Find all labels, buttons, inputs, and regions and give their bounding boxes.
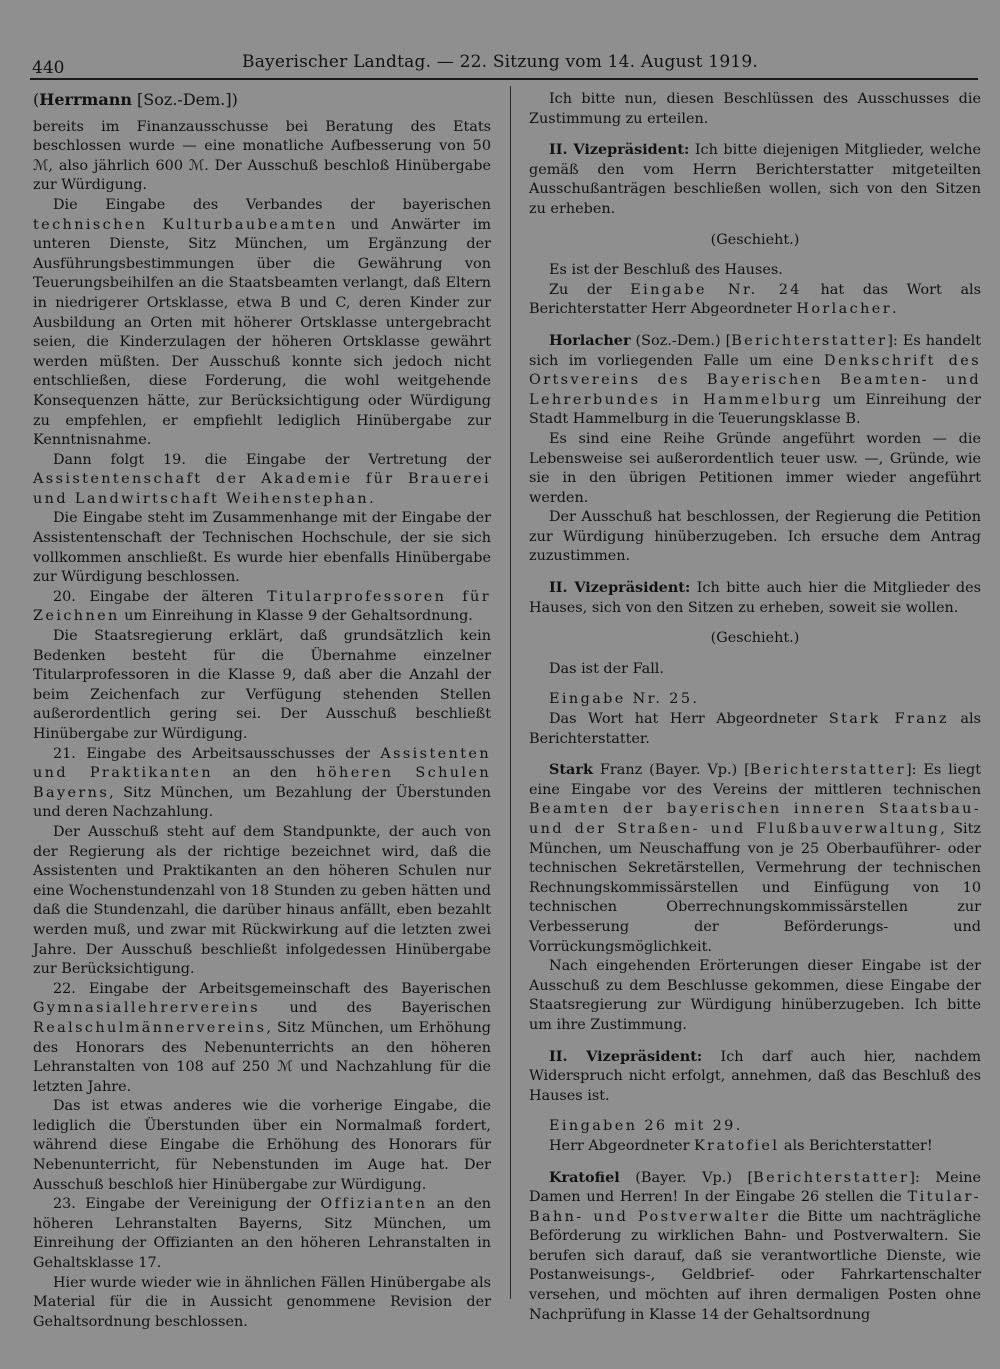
running-head-party: [Soz.-Dem.]) xyxy=(131,90,238,109)
text: Die Eingabe des Verbandes der bayerischen xyxy=(53,196,491,213)
text: (Bayer. Vp.) [ xyxy=(619,1169,754,1186)
stage-direction: (Geschieht.) xyxy=(710,231,800,248)
spaced-text: Titularprofessoren für Zeichnen xyxy=(33,588,491,625)
paragraph: Das ist der Fall. xyxy=(549,660,664,677)
paragraph xyxy=(529,1168,981,1326)
header-title: Bayerischer Landtag. — 22. Sitzung vom 14. August 1919. xyxy=(242,52,758,72)
text: 22. Eingabe der Arbeitsgemeinschaft des Bayerischen xyxy=(53,980,491,997)
paragraph: Ich bitte nun, diesen Beschlüssen des Ausschusses die Zustimmung zu erteilen. xyxy=(529,91,981,127)
spaced-text: Assistenten und Praktikanten xyxy=(33,745,491,782)
speaker-name: Stark xyxy=(549,761,593,779)
paragraph xyxy=(529,710,981,749)
paragraph xyxy=(33,588,491,627)
column-divider xyxy=(510,86,511,1299)
header-rule xyxy=(30,78,978,80)
text: 20. Eingabe der älteren xyxy=(53,588,268,605)
speaker-name: II. Vizepräsident: xyxy=(549,579,691,597)
paragraph: Das ist etwas anderes wie die vorherige Eingabe, die lediglich die Überstunden über ein Normalmaß fordert, während diese Eingabe die Erhöhung des Honorars für Nebenunterricht, für Nebenstunden im Auge hat. Der Ausschuß beschloß hier Hinübergabe zur Würdigung. xyxy=(33,1098,491,1193)
text: als Berichterstatter. xyxy=(529,711,981,747)
running-head-speaker: Herrmann xyxy=(39,90,132,109)
text: . xyxy=(892,301,897,318)
paragraph xyxy=(529,331,981,430)
paragraph: Der Ausschuß steht auf dem Standpunkte, der auch von der Regierung als der richtige bezeichnet wird, daß die Assistenten und Praktikanten an den höheren Schulen nur eine Wochenstundenzahl von 18 Stunden zu geben hätten und daß die Stundenzahl, die darüber hinaus anfällt, eben bezahlt werden muß, und zwar mit Rückwirkung auf die letzten zwei Jahre. Der Ausschuß beschließt infolgedessen Hinübergabe zur Berücksichtigung. xyxy=(33,823,491,978)
speaker-name: Horlacher xyxy=(549,331,631,349)
spaced-text: Stark Franz xyxy=(828,711,949,728)
text: Ich bitte diejenigen Mitglieder, welche gemäß den vom Herrn Berichterstatter mitgeteilten Ausschußanträgen beschließen wollen, sich von den Sitzen zu erheben. xyxy=(529,142,981,217)
text: Dann folgt 19. die Eingabe der Vertretung der xyxy=(53,451,491,468)
paragraph xyxy=(33,1195,491,1273)
left-column xyxy=(33,90,491,1332)
speaker-name: II. Vizepräsident: xyxy=(549,141,690,159)
paragraph: Hier wurde wieder wie in ähnlichen Fällen Hinübergabe als Material für die in Aussicht genommene Revision der Gehaltsordnung beschlossen. xyxy=(33,1274,491,1330)
text: Ich darf auch hier, nachdem Widerspruch nicht erfolgt, annehmen, daß das Beschluß des Hauses ist. xyxy=(529,1048,981,1104)
text: um Einreihung in Klasse 9 der Gehaltsordnung. xyxy=(119,608,473,625)
paragraph xyxy=(529,760,981,957)
spaced-text: Berichterstatter xyxy=(749,762,906,779)
text: als Berichterstatter! xyxy=(779,1137,933,1154)
speaker-name: II. Vizepräsident: xyxy=(549,1047,703,1065)
right-column xyxy=(529,90,981,1325)
paragraph xyxy=(33,980,491,1098)
paragraph xyxy=(33,451,491,510)
text: ]: Es liegt eine Eingabe vor des Vereins der mittleren technischen xyxy=(529,762,981,798)
spaced-text: Berichterstatter xyxy=(731,332,888,349)
paragraph: Nach eingehenden Erörterungen dieser Eingabe ist der Ausschuß zu dem Beschlusse gekommen, diese Eingabe der Staatsregierung zur Würdigung hinüberzugeben. Ich bitte um ihre Zustimmung. xyxy=(529,958,981,1033)
paragraph xyxy=(529,281,981,320)
spaced-text: Titular-Bahn- und Postverwalter xyxy=(529,1189,981,1225)
text: (Soz.-Dem.) [ xyxy=(630,332,732,349)
paragraph: Die Eingabe steht im Zusammenhange mit der Eingabe der Assistentenschaft der Technischen Hochschule, der sie sich vollkommen anschließt. Es wurde hier ebenfalls Hinübergabe zur Würdigung beschlossen. xyxy=(33,510,491,586)
spaced-text: höheren Schulen Bayerns xyxy=(33,765,491,801)
paragraph xyxy=(33,196,491,451)
spaced-text: Kratofiel xyxy=(694,1137,780,1154)
spaced-text: Offizianten xyxy=(320,1196,428,1213)
paragraph xyxy=(529,578,981,618)
text: hat das Wort als Berichterstatter Herr Abgeordneter xyxy=(529,281,982,318)
paragraph: Eingabe Nr. 25. xyxy=(549,691,700,708)
paragraph: bereits im Finanzausschusse bei Beratung des Etats beschlossen wurde — eine monatliche Aufbesserung von 50 ℳ, also jährlich 600 ℳ. Der Ausschuß beschloß Hinübergabe zur Würdigung. xyxy=(33,118,491,194)
spaced-text: technischen Kulturbaubeamten xyxy=(33,216,338,233)
text: um Einreihung der Stadt Hammelburg in die Teuerungsklasse B. xyxy=(529,391,981,428)
paragraph: Eingaben 26 mit 29. xyxy=(549,1118,743,1135)
paragraph xyxy=(33,745,491,823)
text: die Bitte um nachträgliche Beförderung zu wirklichen Bahn- und Postverwaltern. Sie berufen sich darauf, daß sie verantwortliche Dienste, wie Postanweisungs-, Geldbrief- oder Fahrkartenschalter versehen, und möchten auf ihren dermaligen Posten ohne Nachprüfung in Klasse 14 der Gehaltsordnung xyxy=(529,1208,981,1323)
stage-direction: (Geschieht.) xyxy=(710,630,800,647)
spaced-text: Berichterstatter xyxy=(753,1169,910,1186)
page-header xyxy=(30,50,970,78)
paragraph: Es sind eine Reihe Gründe angeführt worden — die Lebensweise sei außerordentlich teuer usw. —, Gründe, wie sie in den übrigen Petitionen immer wieder angeführt werden. xyxy=(529,430,981,506)
text: , Sitz München, um Neuschaffung von je 25 Oberbauführer- oder technischen Sekretärstellen, Vermehrung der technischen Rechnungskommissärstellen und Einfügung von 10 technischen Oberrechnungskommissärstellen zur Verbesserung der Beförderungs- und Vorrückungsmöglichkeit. xyxy=(529,821,982,955)
text: Ich bitte auch hier die Mitglieder des Hauses, sich von den Sitzen zu erheben, soweit sie wollen. xyxy=(529,580,981,616)
speaker-name: Kratofiel xyxy=(549,1168,620,1186)
text: 23. Eingabe der Vereinigung der xyxy=(53,1196,321,1213)
running-head: (Herrmann [Soz.-Dem.]) xyxy=(33,90,238,109)
paragraph: Die Staatsregierung erklärt, daß grundsätzlich kein Bedenken besteht für die Übernahme einzelner Titularprofessoren in die Klasse 9, daß aber die Anzahl der beim Zeichenfach zur Verfügung stehenden Stellen außerordentlich gering sei. Der Ausschuß beschließt Hinübergabe zur Würdigung. xyxy=(33,628,491,742)
text: 21. Eingabe des Arbeitsausschusses der xyxy=(53,745,381,762)
text: Zu der xyxy=(549,281,631,298)
spaced-text: Gymnasiallehrervereins xyxy=(33,1000,261,1017)
spaced-text: Denkschrift des Ortsvereins des Bayerischen Beamten- und Lehrerbundes in Hammelburg xyxy=(529,352,981,408)
paragraph xyxy=(529,140,981,219)
page-number: 440 xyxy=(32,58,65,78)
text: und des Bayerischen xyxy=(260,1000,491,1017)
text: an den xyxy=(213,765,317,782)
spaced-text: Assistentenschaft der Akademie für Brauerei und Landwirtschaft Weihenstephan xyxy=(33,471,491,507)
text: ]: Meine Damen und Herren! In der Eingabe 26 stellen die xyxy=(529,1169,981,1206)
paragraph: Es ist der Beschluß des Hauses. xyxy=(549,262,783,279)
spaced-text: Horlacher xyxy=(796,301,892,318)
spaced-text: Beamten der bayerischen inneren Staatsbau- und der Straßen- und Flußbauverwaltung xyxy=(529,801,981,837)
text: , Sitz München, um Erhöhung des Honorars des Nebenunterrichts an den höheren Lehranstalten von 108 auf 250 ℳ und Nachzahlung für die letzten Jahre. xyxy=(33,1019,491,1095)
spaced-text: Eingabe Nr. 24 xyxy=(630,281,802,298)
text: Das Wort hat Herr Abgeordneter xyxy=(549,711,829,728)
text: . xyxy=(369,490,374,507)
text: , Sitz München, um Bezahlung der Überstunden und deren Nachzahlung. xyxy=(33,784,491,821)
paragraph: Der Ausschuß hat beschlossen, der Regierung die Petition zur Würdigung hinüberzugeben. Ich ersuche dem Antrag zuzustimmen. xyxy=(529,509,981,565)
spaced-text: Realschulmännervereins xyxy=(33,1019,267,1036)
text: Herr Abgeordneter xyxy=(549,1137,695,1154)
text: an den höheren Lehranstalten Bayerns, Sitz München, um Einreihung der Offizianten an den höheren Lehranstalten in Gehaltsklasse 17. xyxy=(33,1196,491,1272)
paragraph xyxy=(529,1047,981,1107)
paragraph xyxy=(529,1137,981,1157)
text: ]: Es handelt sich im vorliegenden Falle um eine xyxy=(529,332,981,369)
text: und Anwärter im unteren Dienste, Sitz München, um Ergänzung der Ausführungsbestimmungen über die Gewährung von Teuerungsbeihilfen an die Staatsbeamten verlangt, daß Eltern in niedrigerer Ortsklasse, etwa B und C, deren Kinder zur Ausbildung an Orten mit höherer Ortsklasse untergebracht seien, die Kinderzulagen der höheren Ortsklasse gewährt werden müßten. Der Ausschuß konnte sich jedoch nicht entschließen, diese Forderung, die wohl weitgehende Konsequenzen hätte, zur Berücksichtigung oder Würdigung zu empfehlen, er empfiehlt lediglich Hinübergabe zur Kenntnisnahme. xyxy=(33,216,491,449)
text: Franz (Bayer. Vp.) [ xyxy=(592,762,750,779)
